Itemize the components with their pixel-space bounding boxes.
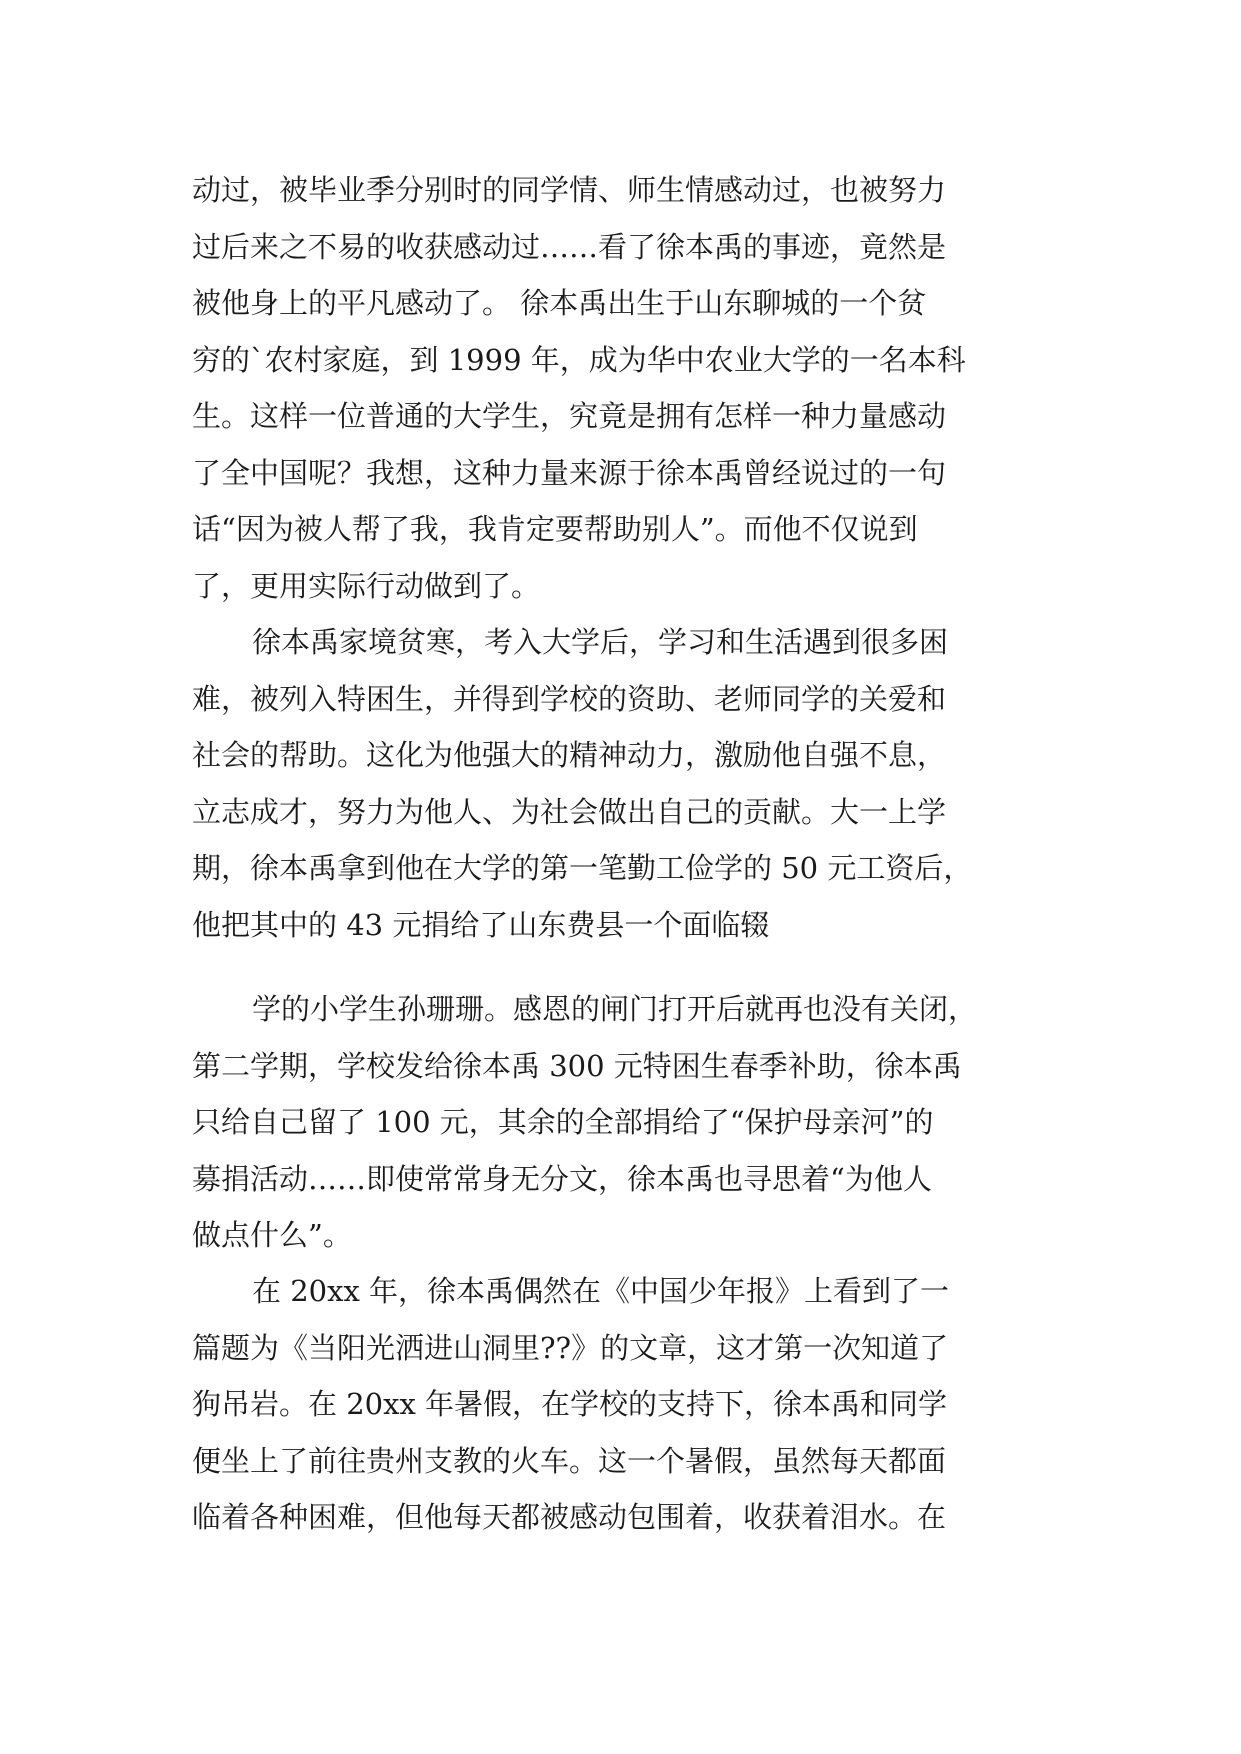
text-line: 他把其中的 43 元捐给了山东费县一个面临辍 [192,907,770,942]
text-line: 动过，被毕业季分别时的同学情、师生情感动过，也被努力 [192,173,947,207]
text-line: 穷的`农村家庭，到 1999 年，成为华中农业大学的一名本科 [192,342,966,377]
text-line: 生。这样一位普通的大学生，究竟是拥有怎样一种力量感动 [192,399,947,433]
text-line: 了全中国呢？我想，这种力量来源于徐本禹曾经说过的一句 [192,455,947,490]
text-line: 徐本禹家境贫寒，考入大学后，学习和生活遇到很多困 [252,625,949,659]
text-line: 社会的帮助。这化为他强大的精神动力，激励他自强不息， [192,738,947,772]
text-line: 只给自己留了 100 元，其余的全部捐给了“保护母亲河”的 [192,1105,934,1139]
text-line: 篇题为《当阳光洒进山洞里??》的文章，这才第一次知道了 [192,1330,949,1365]
text-line: 第二学期，学校发给徐本禹 300 元特困生春季补助，徐本禹 [192,1048,962,1083]
text-line: 过后来之不易的收获感动过……看了徐本禹的事迹，竟然是 [192,229,947,264]
text-line: 被他身上的平凡感动了。 徐本禹出生于山东聊城的一个贫 [192,286,927,320]
text-line: 在 20xx 年，徐本禹偶然在《中国少年报》上看到了一 [252,1274,950,1308]
text-line: 期，徐本禹拿到他在大学的第一笔勤工俭学的 50 元工资后， [192,851,973,885]
text-line: 立志成才，努力为他人、为社会做出自己的贡献。大一上学 [192,794,947,829]
text-line: 便坐上了前往贵州支教的火车。这一个暑假，虽然每天都面 [192,1443,947,1478]
paragraph-4 [192,1263,1052,1546]
paragraph-1 [192,162,1052,614]
paragraph-3 [192,981,1052,1264]
text-line: 临着各种困难，但他每天都被感动包围着，收获着泪水。在 [192,1500,947,1534]
text-line: 学的小学生孙珊珊。感恩的闸门打开后就再也没有关闭， [252,992,978,1026]
text-line: 狗吊岩。在 20xx 年暑假，在学校的支持下，徐本禹和同学 [192,1387,948,1421]
text-line: 难，被列入特困生，并得到学校的资助、老师同学的关爱和 [192,681,947,716]
text-line: 做点什么”。 [192,1218,352,1252]
paragraph-2 [192,614,1052,953]
text-line: 了，更用实际行动做到了。 [192,568,541,603]
text-line: 话“因为被人帮了我，我肯定要帮助别人”。而他不仅说到 [192,512,918,546]
text-line: 募捐活动……即使常常身无分文，徐本禹也寻思着“为他人 [192,1161,932,1196]
